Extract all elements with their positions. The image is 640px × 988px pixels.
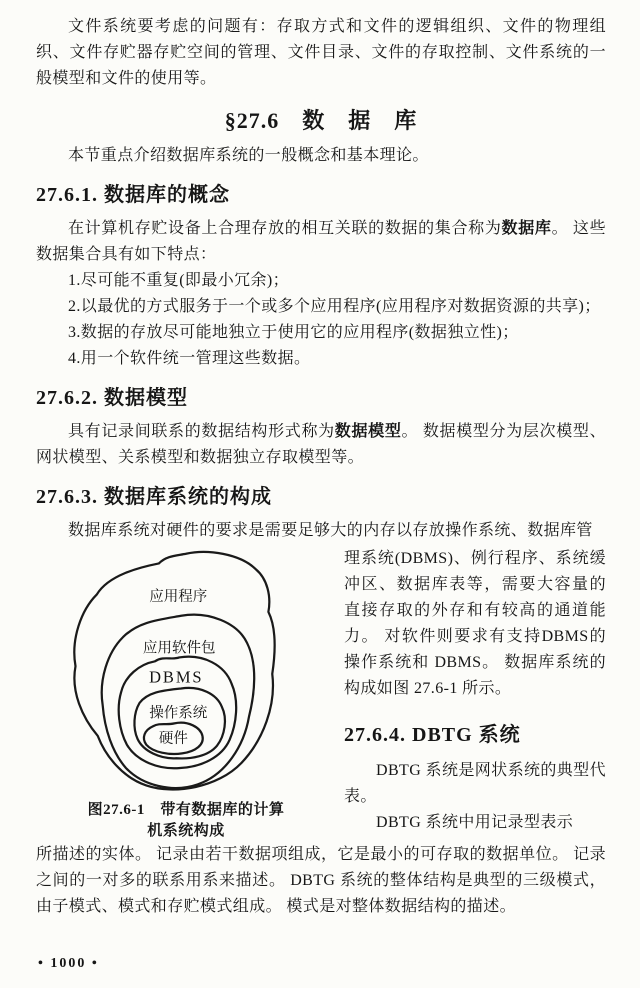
list-item: 4.用一个软件统一管理这些数据。 bbox=[68, 350, 311, 367]
figure-27-6-1 bbox=[36, 546, 336, 842]
closing-paragraph: 所描述的实体。 记录由若干数据项组成，它是最小的可存取的数据单位。 记录之间的一对多的联系用系来描述。 DBTG 系统的整体结构是典型的三级模式，由子模式、模式和存贮模式组成。 模式是对整体数据结构的描述。 bbox=[36, 846, 606, 915]
section-intro: 本节重点介绍数据库系统的一般概念和基本理论。 bbox=[68, 147, 429, 164]
list-item: 1.尽可能不重复(即最小冗余)； bbox=[68, 272, 290, 289]
heading-27-6-4: 27.6.4. DBTG 系统 bbox=[344, 724, 521, 746]
bold-term-data-model: 数据模型 bbox=[334, 423, 402, 440]
right-column bbox=[336, 546, 606, 836]
label-hardware: 硬件 bbox=[158, 730, 188, 747]
heading-27-6-2: 27.6.2. 数据模型 bbox=[36, 387, 188, 409]
lead-text-rest: 。 这些数据集合具有如下特点： bbox=[36, 220, 607, 263]
list-item: 2.以最优的方式服务于一个或多个应用程序(应用程序对数据资源的共享)； bbox=[68, 298, 601, 315]
heading-27-6-1: 27.6.1. 数据库的概念 bbox=[36, 184, 230, 206]
data-model-paragraph bbox=[36, 419, 606, 471]
heading-27-6-3: 27.6.3. 数据库系统的构成 bbox=[36, 486, 272, 508]
page-number: • 1000 • bbox=[38, 956, 99, 971]
feature-list bbox=[36, 268, 606, 372]
label-dbms: DBMS bbox=[149, 667, 204, 687]
section-title: §27.6 数 据 库 bbox=[224, 108, 418, 133]
label-application-program: 应用程序 bbox=[149, 589, 208, 606]
lead-text: 在计算机存贮设备上合理存放的相互关联的数据的集合称为 bbox=[68, 220, 502, 237]
hardware-requirements-line: 数据库系统对硬件的要求是需要足够大的内存以存放操作系统、数据库管 bbox=[68, 522, 593, 539]
bold-term-database: 数据库 bbox=[501, 220, 552, 237]
figure-caption bbox=[36, 800, 336, 842]
two-column-block bbox=[36, 546, 606, 842]
nested-rings-diagram bbox=[40, 546, 332, 798]
figure-caption-line1: 图27.6-1 带有数据库的计算 bbox=[87, 802, 285, 818]
model-text-rest: 。 数据模型分为层次模型、网状模型、关系模型和数据独立存取模型等。 bbox=[36, 423, 606, 466]
intro-paragraph: 文件系统要考虑的问题有：存取方式和文件的逻辑组织、文件的物理组织、文件存贮器存贮空间的管理、文件目录、文件的存取控制、文件系统的一般模型和文件的使用等。 bbox=[36, 18, 606, 87]
figure-caption-line2: 机系统构成 bbox=[147, 823, 225, 839]
database-concept-paragraph bbox=[36, 216, 606, 268]
software-requirements-paragraph: 理系统(DBMS)、例行程序、系统缓冲区、数据库表等，需要大容量的直接存取的外存和有较高的通道能力。 对软件则要求有支持DBMS的操作系统和 DBMS。 数据库系统的构成如图 27.6-1 所示。 bbox=[344, 550, 606, 697]
dbtg-intro-paragraph: DBTG 系统是网状系统的典型代表。 bbox=[344, 762, 606, 805]
model-text: 具有记录间联系的数据结构形式称为 bbox=[68, 423, 335, 440]
list-item: 3.数据的存放尽可能地独立于使用它的应用程序(数据独立性)； bbox=[68, 324, 519, 341]
dbtg-record-paragraph-start: DBTG 系统中用记录型表示 bbox=[376, 814, 574, 831]
label-application-package: 应用软件包 bbox=[142, 640, 216, 657]
label-operating-system: 操作系统 bbox=[149, 705, 208, 722]
